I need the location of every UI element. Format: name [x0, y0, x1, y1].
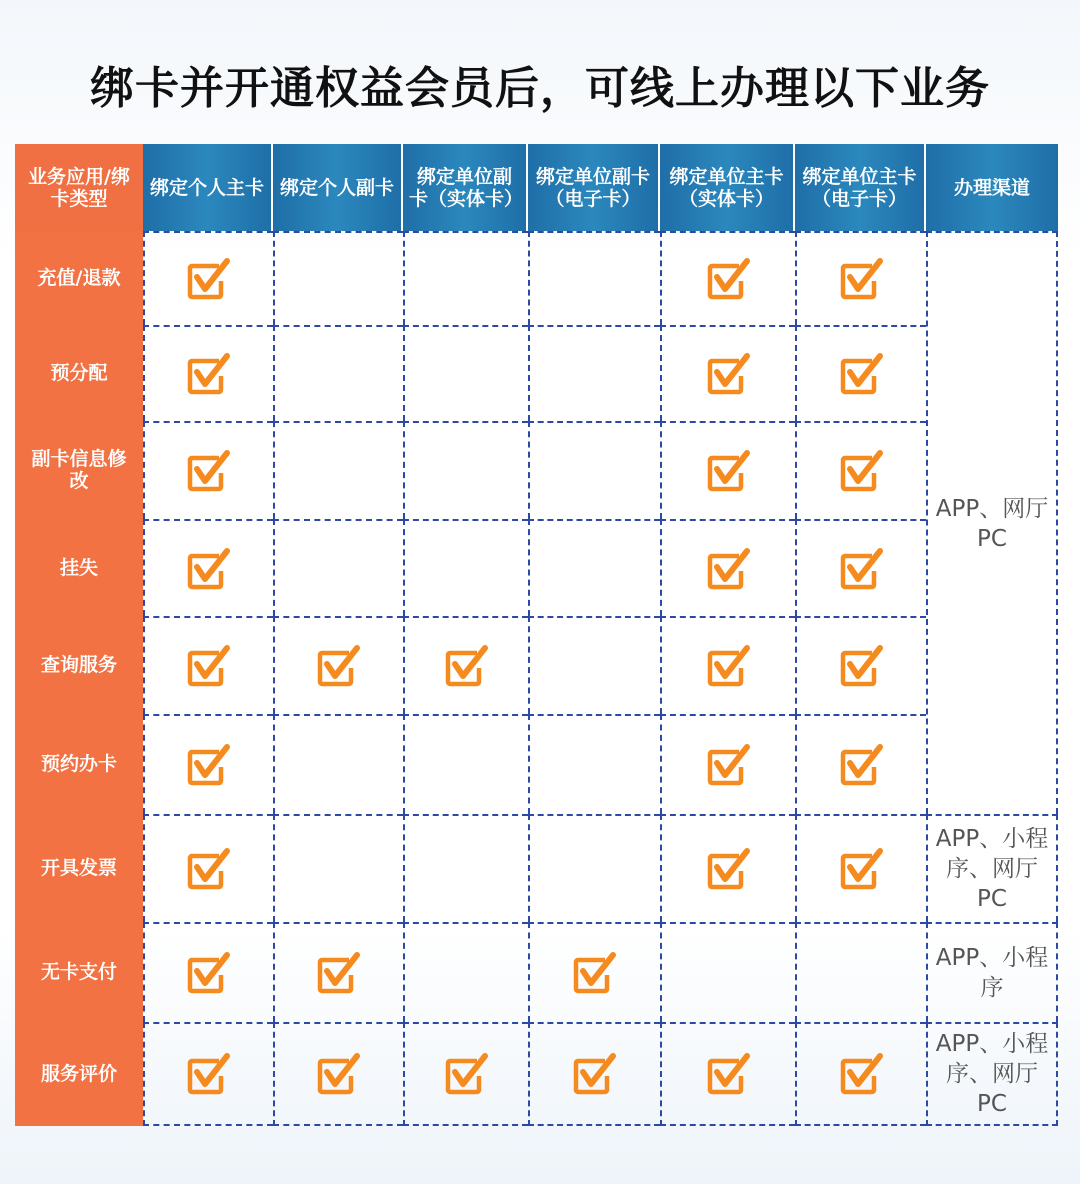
table-cell [273, 714, 403, 814]
row-label: 查询服务 [40, 654, 117, 676]
table-cell [403, 616, 528, 714]
checkbox-tick-icon [706, 352, 752, 396]
checkbox-tick-icon [186, 743, 232, 787]
table-cell [143, 231, 273, 325]
header-column-4: 绑定单位副卡（电子卡） [528, 144, 658, 231]
table-cell [528, 616, 660, 714]
table-cell [795, 421, 926, 519]
checkbox-tick-icon [706, 1052, 752, 1096]
row-label: 预分配 [50, 362, 108, 384]
header-channel: 办理渠道 [926, 144, 1058, 231]
checkbox-tick-icon [316, 951, 362, 995]
table-cell [660, 714, 795, 814]
table-cell [528, 714, 660, 814]
checkbox-tick-icon [839, 743, 885, 787]
header-corner: 业务应用/绑卡类型 [15, 144, 143, 231]
row-label: 无卡支付 [40, 961, 117, 983]
table-cell [795, 1022, 926, 1126]
checkbox-tick-icon [186, 547, 232, 591]
table-cell [795, 325, 926, 421]
table-cell [273, 325, 403, 421]
checkbox-tick-icon [444, 644, 490, 688]
row-label: 充值/退款 [37, 267, 121, 289]
table-cell [660, 1022, 795, 1126]
table-cell [143, 814, 273, 922]
row-label: 副卡信息修改 [31, 448, 127, 492]
table-cell [403, 519, 528, 616]
checkbox-tick-icon [706, 743, 752, 787]
table-cell [403, 231, 528, 325]
checkbox-tick-icon [316, 1052, 362, 1096]
row-label: 开具发票 [40, 857, 117, 879]
checkbox-tick-icon [706, 257, 752, 301]
header-column-3: 绑定单位副卡（实体卡） [403, 144, 526, 231]
header-column-6: 绑定单位主卡（电子卡） [795, 144, 924, 231]
table-cell [273, 922, 403, 1022]
checkbox-tick-icon [706, 547, 752, 591]
checkbox-tick-icon [839, 644, 885, 688]
checkbox-tick-icon [186, 257, 232, 301]
page-title: 绑卡并开通权益会员后，可线上办理以下业务 [90, 63, 990, 114]
table-cell [403, 421, 528, 519]
checkbox-tick-icon [706, 847, 752, 891]
table-cell [660, 814, 795, 922]
channel-cell: APP、小程序 [926, 922, 1058, 1022]
table-cell [273, 231, 403, 325]
table-cell [660, 325, 795, 421]
table-cell [660, 519, 795, 616]
table-cell [795, 616, 926, 714]
checkbox-tick-icon [186, 1052, 232, 1096]
checkbox-tick-icon [316, 644, 362, 688]
checkbox-tick-icon [186, 352, 232, 396]
table-cell [143, 1022, 273, 1126]
table-cell [795, 714, 926, 814]
checkbox-tick-icon [839, 847, 885, 891]
table-cell [273, 814, 403, 922]
header-column-1: 绑定个人主卡 [143, 144, 271, 231]
channel-cell: APP、网厅PC [926, 231, 1058, 814]
checkbox-tick-icon [186, 951, 232, 995]
channel-cell: APP、小程序、网厅PC [926, 1022, 1058, 1126]
checkbox-tick-icon [186, 449, 232, 493]
checkbox-tick-icon [572, 951, 618, 995]
business-table [15, 144, 1058, 1126]
table-cell [660, 616, 795, 714]
table-cell [143, 616, 273, 714]
table-cell [795, 814, 926, 922]
table-cell [528, 421, 660, 519]
table-cell [660, 231, 795, 325]
table-cell [528, 1022, 660, 1126]
channel-cell: APP、小程序、网厅PC [926, 814, 1058, 922]
table-cell [143, 519, 273, 616]
checkbox-tick-icon [839, 352, 885, 396]
row-label: 预约办卡 [40, 753, 117, 775]
table-cell [143, 714, 273, 814]
checkbox-tick-icon [186, 847, 232, 891]
table-cell [273, 1022, 403, 1126]
checkbox-tick-icon [572, 1052, 618, 1096]
checkbox-tick-icon [186, 644, 232, 688]
checkbox-tick-icon [839, 449, 885, 493]
table-cell [143, 325, 273, 421]
table-cell [143, 922, 273, 1022]
table-cell [660, 922, 795, 1022]
table-cell [403, 922, 528, 1022]
checkbox-tick-icon [706, 644, 752, 688]
checkbox-tick-icon [839, 257, 885, 301]
table-cell [795, 922, 926, 1022]
table-cell [403, 814, 528, 922]
table-cell [273, 421, 403, 519]
table-cell [403, 1022, 528, 1126]
checkbox-tick-icon [839, 1052, 885, 1096]
table-cell [273, 616, 403, 714]
row-label: 挂失 [59, 556, 98, 579]
table-cell [528, 325, 660, 421]
table-cell [143, 421, 273, 519]
table-cell [528, 922, 660, 1022]
table-cell [273, 519, 403, 616]
header-column-5: 绑定单位主卡（实体卡） [660, 144, 793, 231]
header-column-2: 绑定个人副卡 [273, 144, 401, 231]
checkbox-tick-icon [839, 547, 885, 591]
table-cell [660, 421, 795, 519]
table-cell [403, 325, 528, 421]
row-label: 服务评价 [40, 1063, 117, 1085]
table-cell [795, 519, 926, 616]
checkbox-tick-icon [444, 1052, 490, 1096]
table-cell [528, 519, 660, 616]
table-cell [403, 714, 528, 814]
checkbox-tick-icon [706, 449, 752, 493]
table-cell [528, 814, 660, 922]
table-cell [528, 231, 660, 325]
table-cell [795, 231, 926, 325]
